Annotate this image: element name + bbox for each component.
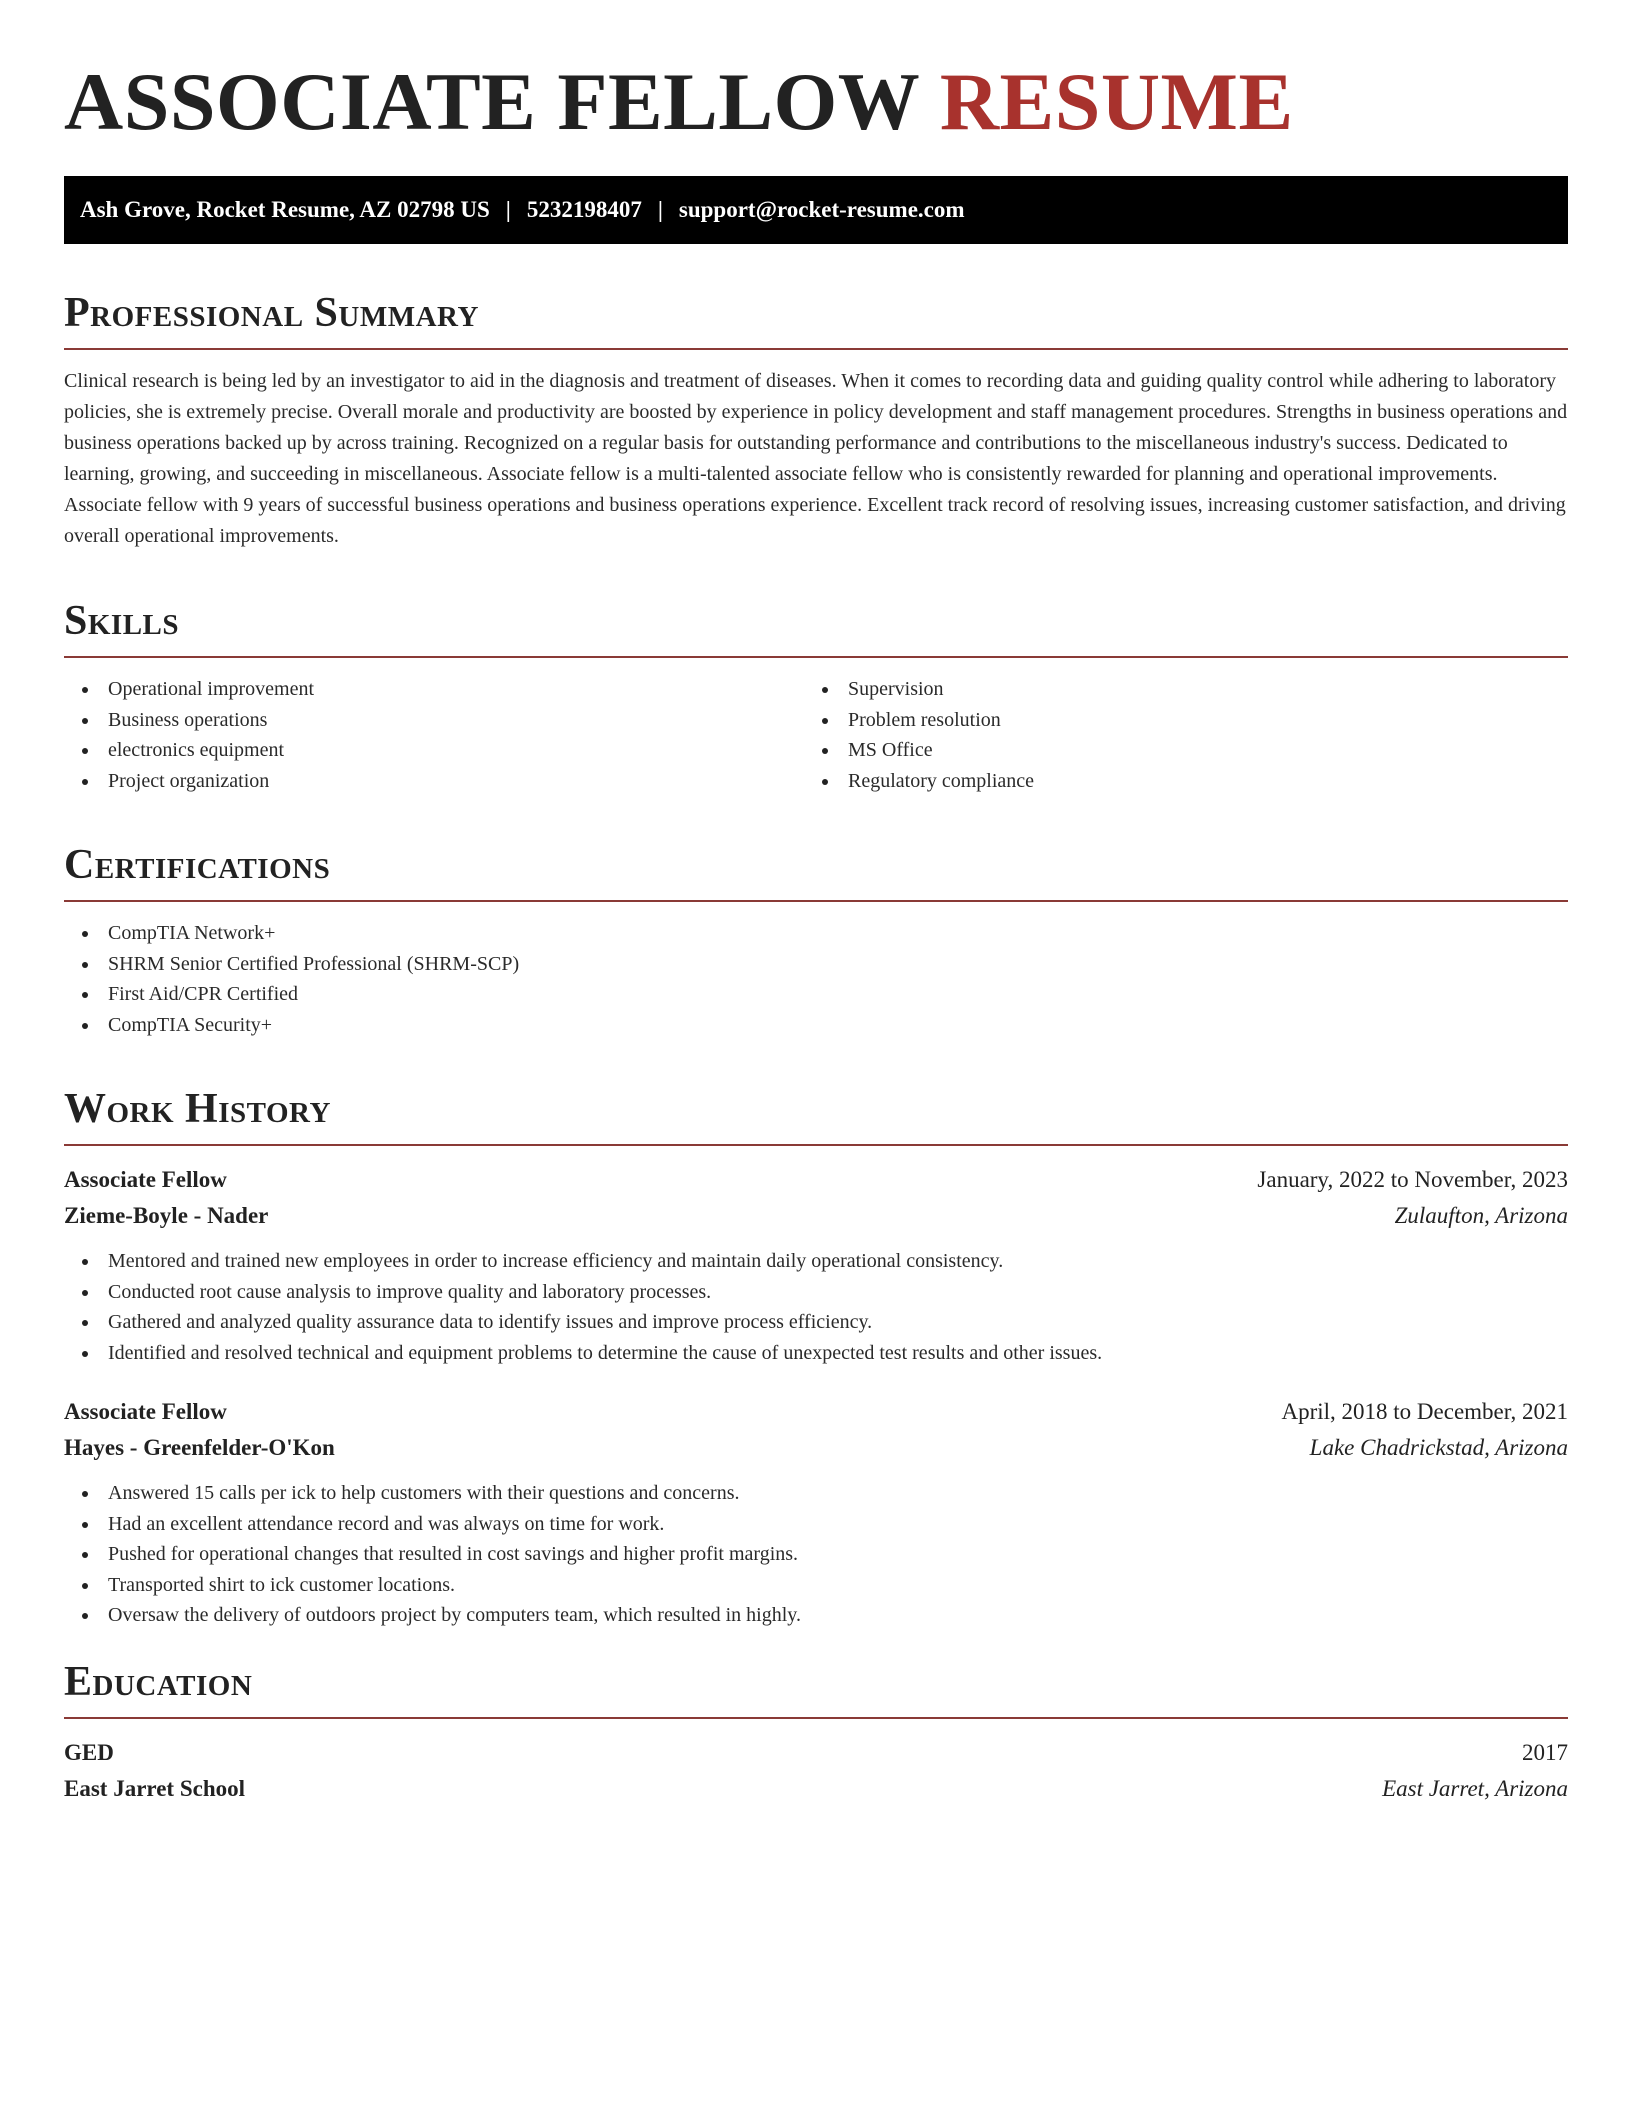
job-bullet: Answered 15 calls per ick to help customers with their questions and concerns.: [64, 1478, 1568, 1509]
skill-item: Supervision: [804, 674, 1544, 705]
certification-item: CompTIA Network+: [64, 918, 1568, 949]
resume-title: [64, 52, 1568, 152]
contact-separator: |: [657, 197, 663, 222]
contact-email: support@rocket-resume.com: [678, 197, 965, 222]
certification-item: First Aid/CPR Certified: [64, 979, 1568, 1010]
skill-item: Operational improvement: [64, 674, 804, 705]
education-section: [64, 1657, 1568, 1807]
job-location: Lake Chadrickstad, Arizona: [1309, 1435, 1568, 1460]
contact-separator: |: [505, 197, 511, 222]
skills-section: [64, 596, 1568, 796]
section-heading: Skills: [64, 598, 180, 644]
section-heading: Certifications: [64, 842, 331, 888]
job-dates: April, 2018 to December, 2021: [1281, 1399, 1568, 1424]
certification-item: CompTIA Security+: [64, 1010, 1568, 1041]
job-bullet: Pushed for operational changes that resulted in cost savings and higher profit margins.: [64, 1539, 1568, 1570]
job-bullet: Identified and resolved technical and equipment problems to determine the cause of unexpected test results and other issues.: [64, 1338, 1568, 1369]
contact-bar: [64, 176, 1568, 244]
skill-item: Problem resolution: [804, 705, 1544, 736]
contact-phone: 5232198407: [526, 197, 642, 222]
job-entry: [64, 1394, 1568, 1631]
section-divider: [64, 1144, 1568, 1146]
job-bullet: Mentored and trained new employees in order to increase efficiency and maintain daily operational consistency.: [64, 1246, 1568, 1277]
skill-item: Business operations: [64, 705, 804, 736]
section-heading: Professional Summary: [64, 290, 479, 336]
job-entry: [64, 1162, 1568, 1368]
job-bullet-list: [64, 1478, 1568, 1631]
section-heading: Work History: [64, 1086, 331, 1132]
job-bullet: Oversaw the delivery of outdoors project by computers team, which resulted in highly.: [64, 1600, 1568, 1631]
title-main: ASSOCIATE FELLOW: [64, 56, 919, 147]
education-year: 2017: [1522, 1739, 1568, 1765]
work-history-section: [64, 1084, 1568, 1631]
certifications-section: [64, 840, 1568, 1040]
job-bullet: Had an excellent attendance record and was always on time for work.: [64, 1509, 1568, 1540]
skill-item: Regulatory compliance: [804, 766, 1544, 797]
job-company: Zieme-Boyle - Nader: [64, 1203, 269, 1228]
job-bullet-list: [64, 1246, 1568, 1368]
job-bullet: Conducted root cause analysis to improve quality and laboratory processes.: [64, 1277, 1568, 1308]
job-company-row: [64, 1430, 1568, 1466]
education-header-row: [64, 1735, 1568, 1771]
education-school: East Jarret School: [64, 1775, 246, 1801]
summary-text: Clinical research is being led by an investigator to aid in the diagnosis and treatment of diseases. When it comes to recording data and guiding quality control while adhering to laboratory policies, she is extremely precise. Overall morale and productivity are boosted by experience in policy development and staff management procedures. Strengths in business operations and business operations backed up by across training. Recognized on a regular basis for outstanding performance and contributions to the miscellaneous industry's success. Dedicated to learning, growing, and succeeding in miscellaneous. Associate fellow is a multi-talented associate fellow who is consistently rewarded for planning and operational improvements. Associate fellow with 9 years of successful business operations and business operations experience. Excellent track record of resolving issues, increasing customer satisfaction, and driving overall operational improvements.: [64, 370, 1568, 547]
title-accent: RESUME: [939, 56, 1294, 147]
section-divider: [64, 900, 1568, 902]
job-header-row: [64, 1394, 1568, 1430]
skills-column-left: [64, 674, 804, 796]
contact-address: Ash Grove, Rocket Resume, AZ 02798 US: [80, 197, 490, 222]
education-location: East Jarret, Arizona: [1382, 1775, 1568, 1801]
job-location: Zulaufton, Arizona: [1394, 1203, 1568, 1228]
certification-item: SHRM Senior Certified Professional (SHRM-SCP): [64, 949, 1568, 980]
section-divider: [64, 656, 1568, 658]
job-title: Associate Fellow: [64, 1399, 227, 1424]
certifications-list: [64, 918, 1568, 1040]
resume-page: [64, 52, 1568, 1807]
skills-grid: [64, 674, 1568, 796]
skill-item: MS Office: [804, 735, 1544, 766]
skill-item: Project organization: [64, 766, 804, 797]
summary-section: [64, 288, 1568, 552]
job-company-row: [64, 1198, 1568, 1234]
job-dates: January, 2022 to November, 2023: [1257, 1167, 1568, 1192]
job-title: Associate Fellow: [64, 1167, 227, 1192]
education-school-row: [64, 1771, 1568, 1807]
section-divider: [64, 1717, 1568, 1719]
education-degree: GED: [64, 1739, 114, 1765]
job-bullet: Gathered and analyzed quality assurance data to identify issues and improve process efficiency.: [64, 1307, 1568, 1338]
section-heading: Education: [64, 1658, 253, 1705]
skills-column-right: [804, 674, 1544, 796]
job-bullet: Transported shirt to ick customer locations.: [64, 1570, 1568, 1601]
skill-item: electronics equipment: [64, 735, 804, 766]
section-divider: [64, 348, 1568, 350]
job-company: Hayes - Greenfelder-O'Kon: [64, 1435, 335, 1460]
job-header-row: [64, 1162, 1568, 1198]
